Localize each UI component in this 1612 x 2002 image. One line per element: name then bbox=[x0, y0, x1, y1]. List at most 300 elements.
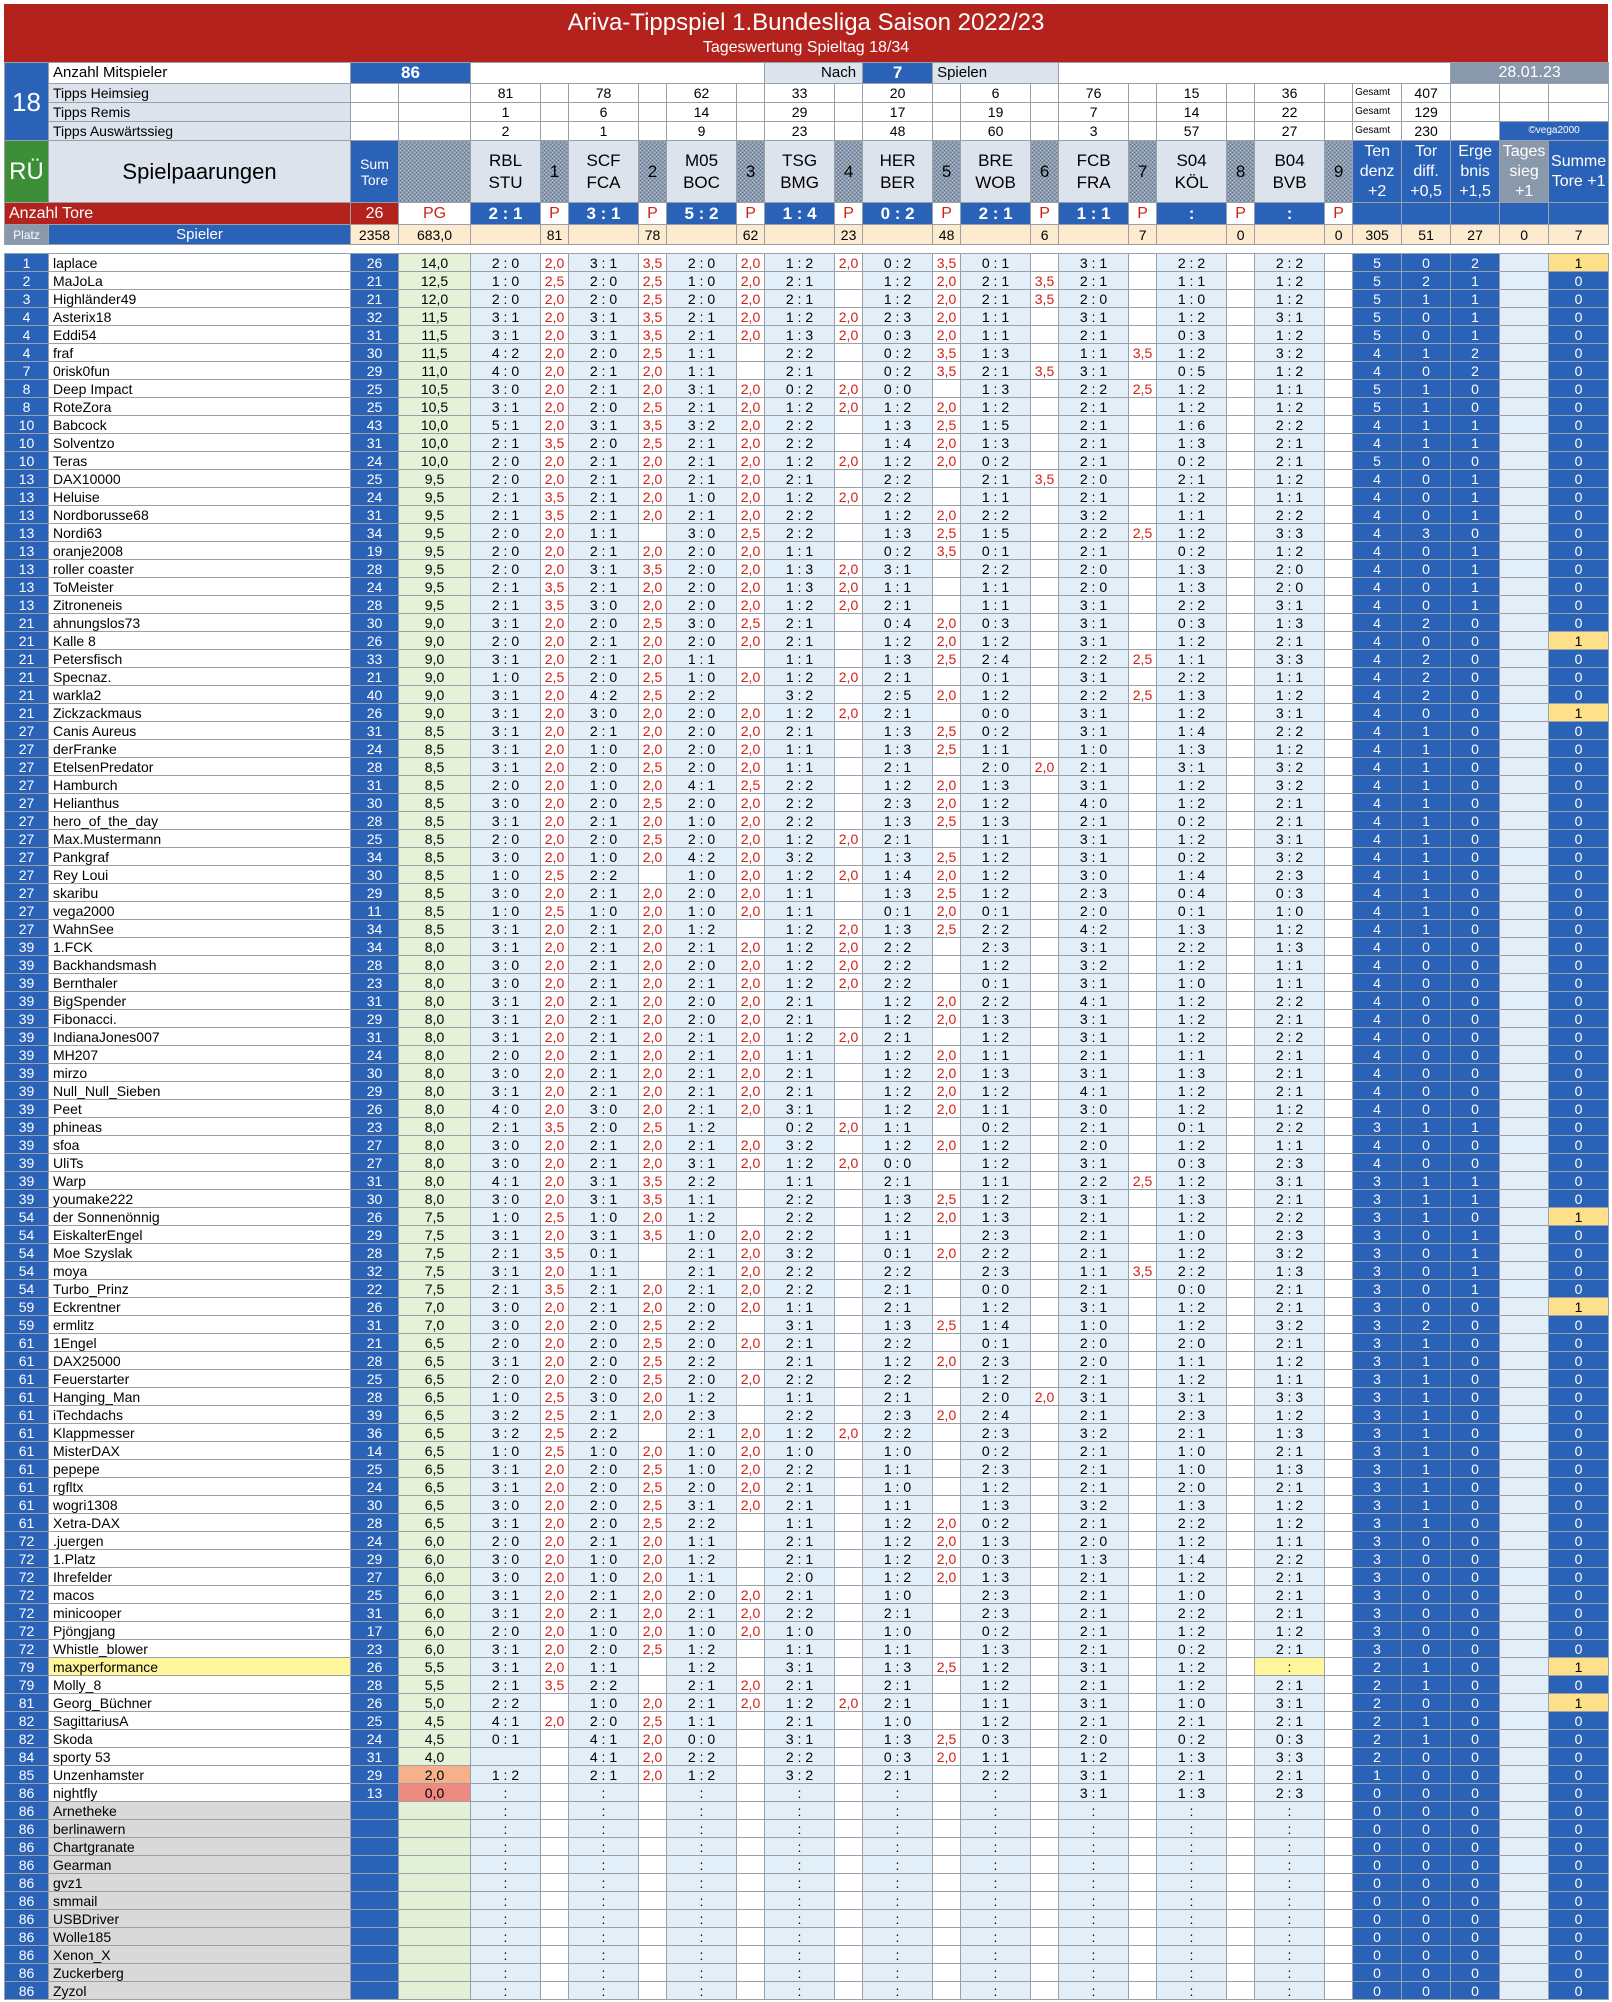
player-tip-points: 2,0 bbox=[541, 1028, 569, 1046]
player-tip-points bbox=[1031, 1496, 1059, 1514]
player-points: 4,5 bbox=[399, 1730, 471, 1748]
player-sum-tore: 34 bbox=[351, 524, 399, 542]
player-points: 8,0 bbox=[399, 1136, 471, 1154]
player-tip: 4 : 2 bbox=[569, 686, 639, 704]
player-tip: 3 : 1 bbox=[569, 326, 639, 344]
player-tip-points bbox=[835, 1478, 863, 1496]
player-sum-tore: 36 bbox=[351, 1424, 399, 1442]
player-tip: : bbox=[1157, 1910, 1227, 1928]
player-tip: 1 : 2 bbox=[667, 1388, 737, 1406]
player-bonus bbox=[1500, 1658, 1549, 1676]
player-bonus: 0 bbox=[1402, 578, 1451, 596]
player-tip: 2 : 1 bbox=[569, 812, 639, 830]
player-tip: 3 : 0 bbox=[471, 1568, 541, 1586]
player-points: 6,5 bbox=[399, 1496, 471, 1514]
player-tip: 1 : 3 bbox=[1157, 920, 1227, 938]
player-sum-tore: 29 bbox=[351, 1010, 399, 1028]
player-tip-points bbox=[1129, 488, 1157, 506]
player-tip: 0 : 1 bbox=[863, 1244, 933, 1262]
player-tip: 2 : 2 bbox=[961, 992, 1031, 1010]
player-tip-points bbox=[1129, 1334, 1157, 1352]
player-points: 9,5 bbox=[399, 542, 471, 560]
player-tip-points bbox=[835, 362, 863, 380]
player-tip-points bbox=[1129, 614, 1157, 632]
player-tip: 0 : 2 bbox=[961, 722, 1031, 740]
player-rank: 8 bbox=[5, 380, 49, 398]
player-tip: 2 : 1 bbox=[1059, 1280, 1129, 1298]
player-row bbox=[5, 1100, 1609, 1118]
player-tip: 2 : 1 bbox=[569, 380, 639, 398]
player-tip: 2 : 1 bbox=[1157, 470, 1227, 488]
player-tip-points bbox=[639, 1262, 667, 1280]
player-bonus: 0 bbox=[1451, 524, 1500, 542]
player-tip: 4 : 1 bbox=[667, 776, 737, 794]
player-tip: 3 : 0 bbox=[1059, 1100, 1129, 1118]
player-tip: 2 : 1 bbox=[765, 1064, 835, 1082]
player-tip-points: 2,5 bbox=[639, 1478, 667, 1496]
player-tip: 3 : 1 bbox=[1157, 1388, 1227, 1406]
player-tip-points bbox=[1227, 1028, 1255, 1046]
player-tip-points bbox=[835, 1964, 863, 1982]
player-tip-points: 2,0 bbox=[541, 1532, 569, 1550]
player-rank: 10 bbox=[5, 434, 49, 452]
player-bonus: 1 bbox=[1451, 578, 1500, 596]
player-tip: 2 : 2 bbox=[863, 1370, 933, 1388]
p-label: P bbox=[639, 203, 667, 225]
player-tip-points bbox=[1227, 668, 1255, 686]
player-bonus: 0 bbox=[1549, 1640, 1609, 1658]
player-tip-points: 2,0 bbox=[933, 308, 961, 326]
bonus-total: 7 bbox=[1549, 225, 1609, 245]
player-rank: 72 bbox=[5, 1604, 49, 1622]
player-tip: 2 : 1 bbox=[863, 1298, 933, 1316]
player-bonus: 0 bbox=[1549, 434, 1609, 452]
player-tip-points: 2,5 bbox=[541, 1442, 569, 1460]
player-tip-points: 2,0 bbox=[737, 848, 765, 866]
player-tip-points bbox=[737, 1172, 765, 1190]
player-tip: 4 : 1 bbox=[569, 1730, 639, 1748]
player-tip: 1 : 2 bbox=[1255, 1406, 1325, 1424]
player-tip: 2 : 1 bbox=[1255, 434, 1325, 452]
player-tip-points bbox=[1129, 1820, 1157, 1838]
player-bonus: 0 bbox=[1451, 848, 1500, 866]
player-bonus: 1 bbox=[1402, 1424, 1451, 1442]
player-name: derFranke bbox=[49, 740, 351, 758]
player-tip: 1 : 1 bbox=[961, 1172, 1031, 1190]
player-tip-points bbox=[1031, 1514, 1059, 1532]
player-points: 8,0 bbox=[399, 974, 471, 992]
player-tip: 3 : 2 bbox=[1059, 506, 1129, 524]
player-tip: 2 : 1 bbox=[667, 1028, 737, 1046]
player-tip-points bbox=[1031, 1604, 1059, 1622]
player-tip: 2 : 1 bbox=[1255, 1442, 1325, 1460]
player-tip: 2 : 1 bbox=[863, 758, 933, 776]
player-bonus: 0 bbox=[1402, 362, 1451, 380]
player-tip: : bbox=[863, 1856, 933, 1874]
player-bonus: 0 bbox=[1402, 1532, 1451, 1550]
player-tip: 2 : 1 bbox=[1255, 1676, 1325, 1694]
player-row bbox=[5, 1208, 1609, 1226]
player-points: 9,0 bbox=[399, 650, 471, 668]
player-bonus bbox=[1500, 416, 1549, 434]
player-tip-points: 2,5 bbox=[933, 722, 961, 740]
player-tip-points bbox=[1129, 1712, 1157, 1730]
player-tip-points bbox=[1227, 776, 1255, 794]
player-tip-points bbox=[1129, 1946, 1157, 1964]
player-tip-points bbox=[933, 1694, 961, 1712]
gesamt-label: Gesamt bbox=[1353, 84, 1402, 103]
player-tip-points bbox=[1031, 1874, 1059, 1892]
player-tip: 1 : 2 bbox=[961, 884, 1031, 902]
player-tip-points: 2,0 bbox=[835, 398, 863, 416]
player-tip-points bbox=[1325, 614, 1353, 632]
player-points: 11,5 bbox=[399, 308, 471, 326]
player-bonus: 0 bbox=[1549, 1064, 1609, 1082]
player-bonus: 5 bbox=[1353, 452, 1402, 470]
player-row bbox=[5, 776, 1609, 794]
player-tip: 0 : 3 bbox=[1255, 884, 1325, 902]
player-name: Eddi54 bbox=[49, 326, 351, 344]
player-bonus: 0 bbox=[1402, 1604, 1451, 1622]
player-tip: 2 : 0 bbox=[569, 758, 639, 776]
player-tip: 1 : 5 bbox=[961, 416, 1031, 434]
player-tip-points bbox=[835, 794, 863, 812]
player-bonus: 0 bbox=[1402, 1298, 1451, 1316]
player-tip-points: 2,0 bbox=[541, 1226, 569, 1244]
player-tip-points bbox=[1129, 326, 1157, 344]
player-tip: : bbox=[1059, 1838, 1129, 1856]
game-points-total: 81 bbox=[541, 225, 569, 245]
player-tip-points bbox=[835, 1622, 863, 1640]
player-bonus: 0 bbox=[1402, 1046, 1451, 1064]
player-sum-tore: 30 bbox=[351, 614, 399, 632]
player-rank: 39 bbox=[5, 1028, 49, 1046]
spacer bbox=[933, 103, 961, 122]
player-tip: 2 : 1 bbox=[667, 1694, 737, 1712]
player-tip-points: 2,0 bbox=[639, 1208, 667, 1226]
player-points: 8,5 bbox=[399, 812, 471, 830]
player-tip-points: 2,0 bbox=[835, 488, 863, 506]
player-tip-points bbox=[933, 1460, 961, 1478]
player-tip: 1 : 2 bbox=[1157, 776, 1227, 794]
player-bonus: 0 bbox=[1549, 272, 1609, 290]
player-bonus: 1 bbox=[1402, 1460, 1451, 1478]
player-tip: 2 : 2 bbox=[569, 1676, 639, 1694]
player-tip-points bbox=[1129, 1370, 1157, 1388]
nach-value: 7 bbox=[863, 63, 933, 84]
player-row bbox=[5, 1118, 1609, 1136]
tipps-count: 20 bbox=[863, 84, 933, 103]
player-points: 8,5 bbox=[399, 902, 471, 920]
player-tip: 3 : 1 bbox=[569, 254, 639, 272]
player-tip: 1 : 6 bbox=[1157, 416, 1227, 434]
player-bonus: 0 bbox=[1402, 596, 1451, 614]
player-tip-points bbox=[835, 722, 863, 740]
player-tip: 0 : 3 bbox=[863, 326, 933, 344]
player-tip: 1 : 3 bbox=[1255, 1262, 1325, 1280]
player-sum-tore: 31 bbox=[351, 326, 399, 344]
player-tip-points: 2,0 bbox=[737, 290, 765, 308]
player-tip: : bbox=[765, 1964, 835, 1982]
player-points: 8,0 bbox=[399, 1064, 471, 1082]
player-tip: 1 : 2 bbox=[765, 488, 835, 506]
match-number: 9 bbox=[1325, 141, 1353, 203]
player-tip-points: 2,0 bbox=[835, 938, 863, 956]
home-team: SCF bbox=[586, 150, 621, 170]
player-tip: 3 : 1 bbox=[1059, 1010, 1129, 1028]
match-result: : bbox=[1255, 203, 1325, 225]
player-tip: 1 : 3 bbox=[863, 920, 933, 938]
player-bonus bbox=[1500, 1406, 1549, 1424]
player-row bbox=[5, 1982, 1609, 2000]
player-tip: 2 : 0 bbox=[1255, 578, 1325, 596]
player-tip-points bbox=[1227, 686, 1255, 704]
player-tip: : bbox=[667, 1910, 737, 1928]
player-tip: 3 : 1 bbox=[569, 1190, 639, 1208]
player-tip-points bbox=[1129, 1100, 1157, 1118]
spacer bbox=[1500, 203, 1549, 225]
player-points bbox=[399, 1820, 471, 1838]
player-tip: 1 : 2 bbox=[765, 452, 835, 470]
player-tip-points bbox=[737, 1532, 765, 1550]
player-tip-points bbox=[1227, 956, 1255, 974]
player-tip: 1 : 2 bbox=[1059, 1748, 1129, 1766]
player-tip-points bbox=[1325, 992, 1353, 1010]
player-sum-tore: 25 bbox=[351, 380, 399, 398]
player-tip-points bbox=[1325, 290, 1353, 308]
player-tip-points bbox=[1129, 1136, 1157, 1154]
player-tip-points bbox=[1325, 1550, 1353, 1568]
player-tip-points bbox=[1031, 1982, 1059, 2000]
player-tip: 2 : 0 bbox=[667, 578, 737, 596]
player-points bbox=[399, 1982, 471, 2000]
player-bonus: 4 bbox=[1353, 830, 1402, 848]
player-tip: 2 : 1 bbox=[1059, 1676, 1129, 1694]
player-tip: 1 : 1 bbox=[765, 1046, 835, 1064]
player-tip: 1 : 2 bbox=[1157, 344, 1227, 362]
player-sum-tore: 24 bbox=[351, 452, 399, 470]
player-bonus bbox=[1500, 866, 1549, 884]
player-points: 8,0 bbox=[399, 1010, 471, 1028]
player-bonus: 3 bbox=[1353, 1622, 1402, 1640]
player-bonus: 0 bbox=[1549, 740, 1609, 758]
player-tip-points bbox=[1227, 1604, 1255, 1622]
player-bonus: 0 bbox=[1402, 1820, 1451, 1838]
player-row bbox=[5, 1892, 1609, 1910]
player-bonus: 0 bbox=[1549, 1622, 1609, 1640]
player-tip: 0 : 2 bbox=[1157, 452, 1227, 470]
spacer bbox=[1129, 84, 1157, 103]
tipps-count: 14 bbox=[1157, 103, 1227, 122]
player-tip-points bbox=[1325, 1784, 1353, 1802]
player-tip: 1 : 0 bbox=[863, 1622, 933, 1640]
player-tip-points: 2,5 bbox=[639, 434, 667, 452]
player-points: 12,5 bbox=[399, 272, 471, 290]
player-tip-points: 2,0 bbox=[541, 1298, 569, 1316]
player-tip-points bbox=[1227, 632, 1255, 650]
player-tip: 2 : 0 bbox=[667, 290, 737, 308]
player-tip-points bbox=[737, 1730, 765, 1748]
player-bonus bbox=[1500, 1892, 1549, 1910]
player-tip-points bbox=[1031, 452, 1059, 470]
player-tip-points bbox=[835, 1802, 863, 1820]
player-tip: 0 : 1 bbox=[1157, 902, 1227, 920]
spacer bbox=[765, 225, 835, 245]
player-tip: 2 : 0 bbox=[569, 1118, 639, 1136]
player-bonus: 0 bbox=[1451, 1658, 1500, 1676]
player-row bbox=[5, 308, 1609, 326]
player-row bbox=[5, 1910, 1609, 1928]
player-sum-tore bbox=[351, 1838, 399, 1856]
player-tip: : bbox=[961, 1838, 1031, 1856]
player-tip: 2 : 2 bbox=[1157, 668, 1227, 686]
player-bonus: 0 bbox=[1402, 1280, 1451, 1298]
player-tip: 2 : 0 bbox=[569, 794, 639, 812]
player-tip: 1 : 0 bbox=[863, 1442, 933, 1460]
player-tip-points: 2,0 bbox=[541, 812, 569, 830]
player-sum-tore: 25 bbox=[351, 1370, 399, 1388]
player-tip-points: 2,0 bbox=[933, 1748, 961, 1766]
player-tip: 2 : 2 bbox=[765, 1370, 835, 1388]
player-bonus: 3 bbox=[1353, 1262, 1402, 1280]
player-bonus bbox=[1500, 1334, 1549, 1352]
player-bonus bbox=[1500, 1712, 1549, 1730]
player-tip: 2 : 0 bbox=[1059, 1730, 1129, 1748]
player-tip-points bbox=[1325, 956, 1353, 974]
player-tip: 1 : 2 bbox=[961, 1676, 1031, 1694]
bonus-header: Erge bnis +1,5 bbox=[1451, 141, 1500, 203]
player-sum-tore bbox=[351, 1910, 399, 1928]
player-tip: 2 : 3 bbox=[1255, 866, 1325, 884]
player-tip-points: 2,5 bbox=[933, 1316, 961, 1334]
player-bonus: 2 bbox=[1353, 1676, 1402, 1694]
player-tip: 0 : 0 bbox=[1157, 1280, 1227, 1298]
player-bonus: 1 bbox=[1402, 776, 1451, 794]
player-tip-points bbox=[1031, 1586, 1059, 1604]
player-tip-points: 2,5 bbox=[639, 1334, 667, 1352]
player-tip-points bbox=[541, 1730, 569, 1748]
player-tip: : bbox=[765, 1802, 835, 1820]
player-tip: 0 : 3 bbox=[863, 1748, 933, 1766]
player-tip: 1 : 2 bbox=[863, 272, 933, 290]
player-bonus: 1 bbox=[1451, 1244, 1500, 1262]
player-tip-points bbox=[1227, 1982, 1255, 2000]
player-tip: 2 : 1 bbox=[765, 1550, 835, 1568]
player-tip: 1 : 3 bbox=[1157, 560, 1227, 578]
player-tip: 1 : 3 bbox=[1255, 1424, 1325, 1442]
player-tip-points bbox=[1227, 830, 1255, 848]
player-bonus: 0 bbox=[1451, 992, 1500, 1010]
player-sum-tore: 25 bbox=[351, 1460, 399, 1478]
player-tip: : bbox=[471, 1982, 541, 2000]
player-bonus bbox=[1500, 452, 1549, 470]
player-tip-points bbox=[1227, 1550, 1255, 1568]
player-tip-points bbox=[1031, 1100, 1059, 1118]
player-tip: 2 : 1 bbox=[1059, 1046, 1129, 1064]
player-name: minicooper bbox=[49, 1604, 351, 1622]
match-result: 1 : 4 bbox=[765, 203, 835, 225]
player-tip: 1 : 1 bbox=[765, 884, 835, 902]
player-tip-points: 2,0 bbox=[933, 1514, 961, 1532]
player-tip-points bbox=[835, 1496, 863, 1514]
player-tip-points bbox=[737, 1784, 765, 1802]
player-tip-points: 2,0 bbox=[737, 1694, 765, 1712]
player-tip: 2 : 1 bbox=[1059, 1586, 1129, 1604]
match-number: 1 bbox=[541, 141, 569, 203]
player-tip-points bbox=[1129, 1604, 1157, 1622]
player-sum-tore bbox=[351, 1946, 399, 1964]
player-sum-tore bbox=[351, 1856, 399, 1874]
player-tip: 3 : 1 bbox=[471, 740, 541, 758]
player-tip-points: 2,0 bbox=[639, 1064, 667, 1082]
player-bonus: 1 bbox=[1402, 416, 1451, 434]
player-bonus: 0 bbox=[1549, 794, 1609, 812]
player-bonus: 0 bbox=[1549, 1928, 1609, 1946]
player-tip: : bbox=[667, 1928, 737, 1946]
player-tip: : bbox=[1157, 1946, 1227, 1964]
player-tip-points: 3,5 bbox=[639, 308, 667, 326]
player-bonus: 0 bbox=[1549, 1550, 1609, 1568]
player-row bbox=[5, 1622, 1609, 1640]
player-bonus: 3 bbox=[1353, 1460, 1402, 1478]
player-tip: 2 : 1 bbox=[863, 1172, 933, 1190]
player-bonus: 4 bbox=[1353, 650, 1402, 668]
player-tip-points: 2,0 bbox=[737, 1010, 765, 1028]
player-sum-tore: 34 bbox=[351, 920, 399, 938]
player-tip: : bbox=[667, 1892, 737, 1910]
player-tip: 2 : 1 bbox=[1059, 272, 1129, 290]
player-tip: 3 : 3 bbox=[1255, 1748, 1325, 1766]
player-tip: 2 : 2 bbox=[863, 956, 933, 974]
player-bonus bbox=[1500, 1784, 1549, 1802]
player-tip: 1 : 2 bbox=[863, 1568, 933, 1586]
player-tip: 2 : 3 bbox=[667, 1406, 737, 1424]
player-tip: 1 : 3 bbox=[863, 812, 933, 830]
player-tip-points bbox=[639, 1910, 667, 1928]
player-tip-points bbox=[1031, 596, 1059, 614]
player-tip: 2 : 0 bbox=[471, 1622, 541, 1640]
player-bonus: 0 bbox=[1549, 1910, 1609, 1928]
player-bonus bbox=[1500, 1640, 1549, 1658]
player-row bbox=[5, 254, 1609, 272]
player-tip: 1 : 1 bbox=[667, 1190, 737, 1208]
player-bonus bbox=[1500, 1280, 1549, 1298]
player-tip: 1 : 2 bbox=[1157, 1010, 1227, 1028]
player-bonus: 4 bbox=[1353, 992, 1402, 1010]
player-bonus bbox=[1500, 1028, 1549, 1046]
player-tip: 1 : 3 bbox=[1255, 938, 1325, 956]
player-tip-points bbox=[1031, 254, 1059, 272]
player-bonus: 0 bbox=[1451, 1550, 1500, 1568]
player-tip: 2 : 0 bbox=[667, 542, 737, 560]
player-tip: 2 : 1 bbox=[863, 704, 933, 722]
player-bonus: 0 bbox=[1451, 740, 1500, 758]
player-tip: 2 : 1 bbox=[569, 956, 639, 974]
player-tip: 1 : 2 bbox=[1157, 1370, 1227, 1388]
player-bonus: 3 bbox=[1353, 1514, 1402, 1532]
player-tip-points bbox=[1129, 1460, 1157, 1478]
player-tip: 2 : 1 bbox=[569, 884, 639, 902]
player-sum-tore: 22 bbox=[351, 1280, 399, 1298]
player-tip: 3 : 1 bbox=[1255, 596, 1325, 614]
anzahl-value: 86 bbox=[351, 63, 471, 84]
player-bonus: 1 bbox=[1402, 866, 1451, 884]
spacer bbox=[1325, 122, 1353, 141]
player-tip-points bbox=[1129, 1190, 1157, 1208]
player-tip: 1 : 1 bbox=[863, 1640, 933, 1658]
player-bonus: 0 bbox=[1549, 380, 1609, 398]
player-tip-points bbox=[1031, 1442, 1059, 1460]
